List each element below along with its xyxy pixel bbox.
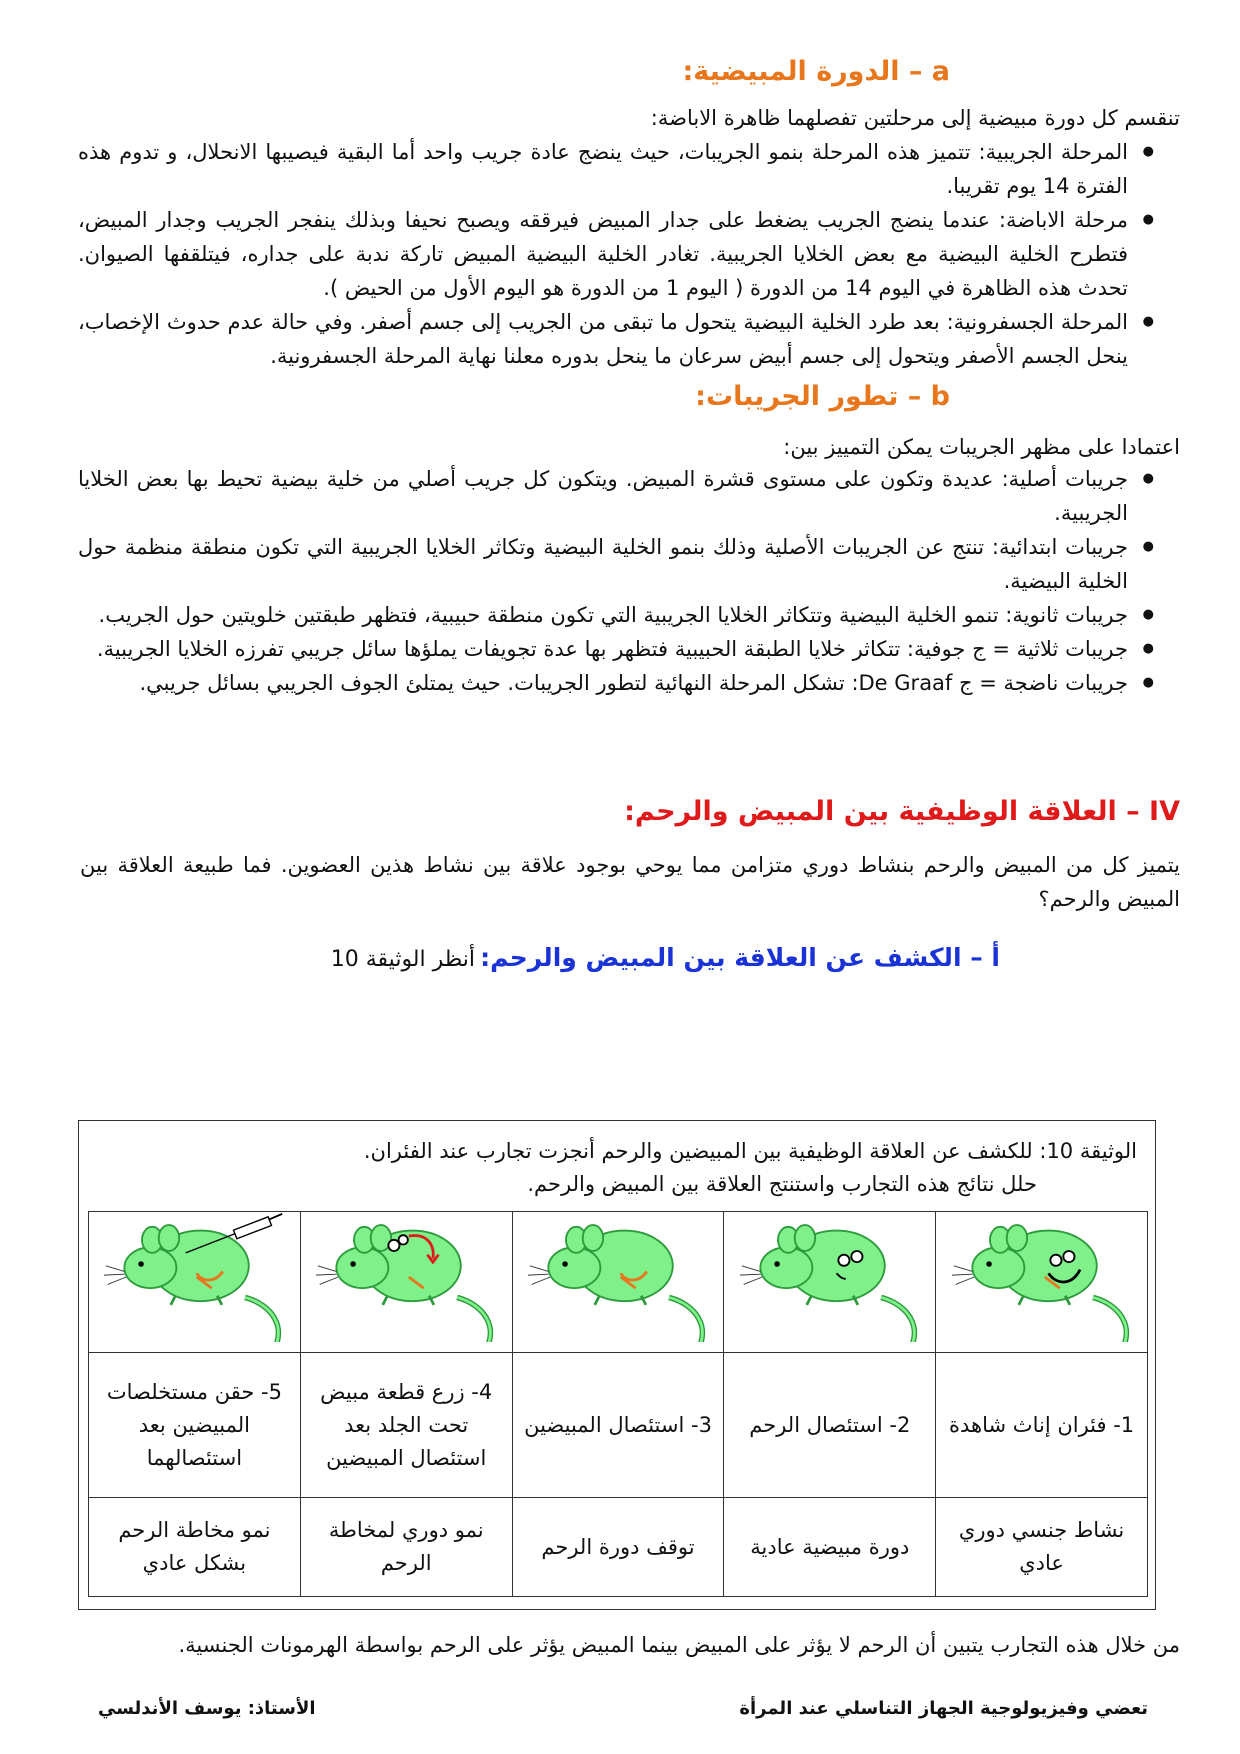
- experiment-result: توقف دورة الرحم: [512, 1498, 724, 1597]
- section-iv-heading: IV – العلاقة الوظيفية بين المبيض والرحم:: [624, 796, 1180, 827]
- experiment-result: نمو دوري لمخاطة الرحم: [300, 1498, 512, 1597]
- document-10-line2: حلل نتائج هذه التجارب واستنتج العلاقة بين المبيض والرحم.: [527, 1172, 1037, 1196]
- subsection-reference: أنظر الوثيقة 10: [330, 947, 476, 972]
- list-item: ● جريبات أصلية: عديدة وتكون على مستوى قشرة المبيض. ويتكون كل جريب أصلي من خلية بيضية تحيط بها بعض الخلايا الجريبية.: [78, 462, 1158, 530]
- experiment-result: دورة مبيضية عادية: [724, 1498, 936, 1597]
- experiments-table: [88, 1211, 1148, 1597]
- experiment-image-cell: [300, 1212, 512, 1353]
- document-10-line1: الوثيقة 10: للكشف عن العلاقة الوظيفية بين المبيضين والرحم أنجزت تجارب عند الفئران.: [363, 1139, 1137, 1163]
- control-mouse-icon: [942, 1212, 1142, 1342]
- document-10-intro: [364, 1135, 1137, 1201]
- footer-title: تعضي وفيزيولوجية الجهاز التناسلي عند المرأة: [739, 1698, 1148, 1719]
- section-a-intro: تنقسم كل دورة مبيضية إلى مرحلتين تفصلهما ظاهرة الاباضة:: [650, 106, 1180, 130]
- list-item: ● جريبات ثلاثية = ج جوفية: تتكاثر خلايا الطبقة الحبيبية فتظهر بها عدة تجويفات يملؤها سائل جريبي تفرزه الخلايا الجريبية.: [78, 632, 1158, 666]
- experiment-image-cell: [512, 1212, 724, 1353]
- ovariectomy-mouse-icon: [518, 1212, 718, 1342]
- hysterectomy-mouse-icon: [730, 1212, 930, 1342]
- experiment-label: 5- حقن مستخلصات المبيضين بعد استئصالهما: [89, 1353, 301, 1498]
- list-item: ● جريبات ثانوية: تنمو الخلية البيضية وتتكاثر الخلايا الجريبية التي تكون منطقة حبيبية، فتظهر طبقتين خلويتين حول الجريب.: [78, 598, 1158, 632]
- experiment-image-cell: [936, 1212, 1148, 1353]
- conclusion: من خلال هذه التجارب يتبين أن الرحم لا يؤثر على المبيض بينما المبيض يؤثر على الرحم بواسطة الهرمونات الجنسية.: [178, 1633, 1180, 1657]
- footer-author: الأستاذ: يوسف الأندلسي: [98, 1698, 316, 1719]
- subsection-heading: أ – الكشف عن العلاقة بين المبيض والرحم:: [480, 943, 1000, 972]
- experiment-label: 4- زرع قطعة مبيض تحت الجلد بعد استئصال المبيضين: [300, 1353, 512, 1498]
- document-10-box: [78, 1120, 1156, 1610]
- experiment-result: نمو مخاطة الرحم بشكل عادي: [89, 1498, 301, 1597]
- experiment-label: 3- استئصال المبيضين: [512, 1353, 724, 1498]
- experiment-result: نشاط جنسي دوري عادي: [936, 1498, 1148, 1597]
- experiment-label: 1- فئران إناث شاهدة: [936, 1353, 1148, 1498]
- section-a-heading: a – الدورة المبيضية:: [682, 56, 950, 87]
- ovary-graft-mouse-icon: [306, 1212, 506, 1342]
- experiment-image-cell: [89, 1212, 301, 1353]
- experiment-label: 2- استئصال الرحم: [724, 1353, 936, 1498]
- section-b-intro: اعتمادا على مظهر الجريبات يمكن التمييز بين:: [783, 435, 1180, 459]
- subsection-heading-row: [331, 943, 1000, 972]
- list-item: ● جريبات ابتدائية: تنتج عن الجريبات الأصلية وذلك بنمو الخلية البيضية وتكاثر الخلايا الجريبية التي تكون منطقة منظمة حول الخلية البيضية.: [78, 530, 1158, 598]
- list-item: ● المرحلة الجسفرونية: بعد طرد الخلية البيضية يتحول ما تبقى من الجريب إلى جسم أصفر. وفي حالة عدم حدوث الإخصاب، ينحل الجسم الأصفر ويتحول إلى جسم أبيض سرعان ما ينحل بدوره معلنا نهاية المرحلة الجسفرونية.: [78, 305, 1158, 373]
- list-item: ● جريبات ناضجة = ج De Graaf: تشكل المرحلة النهائية لتطور الجريبات. حيث يمتلئ الجوف الجريبي بسائل جريبي.: [78, 666, 1158, 700]
- section-a-list: [78, 135, 1158, 373]
- section-b-heading: b – تطور الجريبات:: [695, 381, 950, 412]
- list-item: ● مرحلة الاباضة: عندما ينضج الجريب يضغط على جدار المبيض فيرققه ويصبح نحيفا وبذلك ينفجر الجريب وجدار المبيض، فتطرح الخلية البيضية مع بعض الخلايا الجريبية. تغادر الخلية البيضية المبيض تاركة ندبة على جداره، فيتلقفها الصيوان. تحدث هذه الظاهرة في اليوم 14 من الدورة ( اليوم 1 من الدورة هو اليوم الأول من الحيض ).: [78, 203, 1158, 305]
- extract-injection-mouse-icon: [94, 1212, 294, 1342]
- section-iv-intro: يتميز كل من المبيض والرحم بنشاط دوري متزامن مما يوحي بوجود علاقة بين نشاط هذين العضوين. فما طبيعة العلاقة بين المبيض والرحم؟: [80, 853, 1180, 911]
- experiment-image-cell: [724, 1212, 936, 1353]
- list-item: ● المرحلة الجريبية: تتميز هذه المرحلة بنمو الجريبات، حيث ينضج عادة جريب واحد أما البقية فيصيبها الانحلال، و تدوم هذه الفترة 14 يوم تقريبا.: [78, 135, 1158, 203]
- section-b-list: [78, 462, 1158, 700]
